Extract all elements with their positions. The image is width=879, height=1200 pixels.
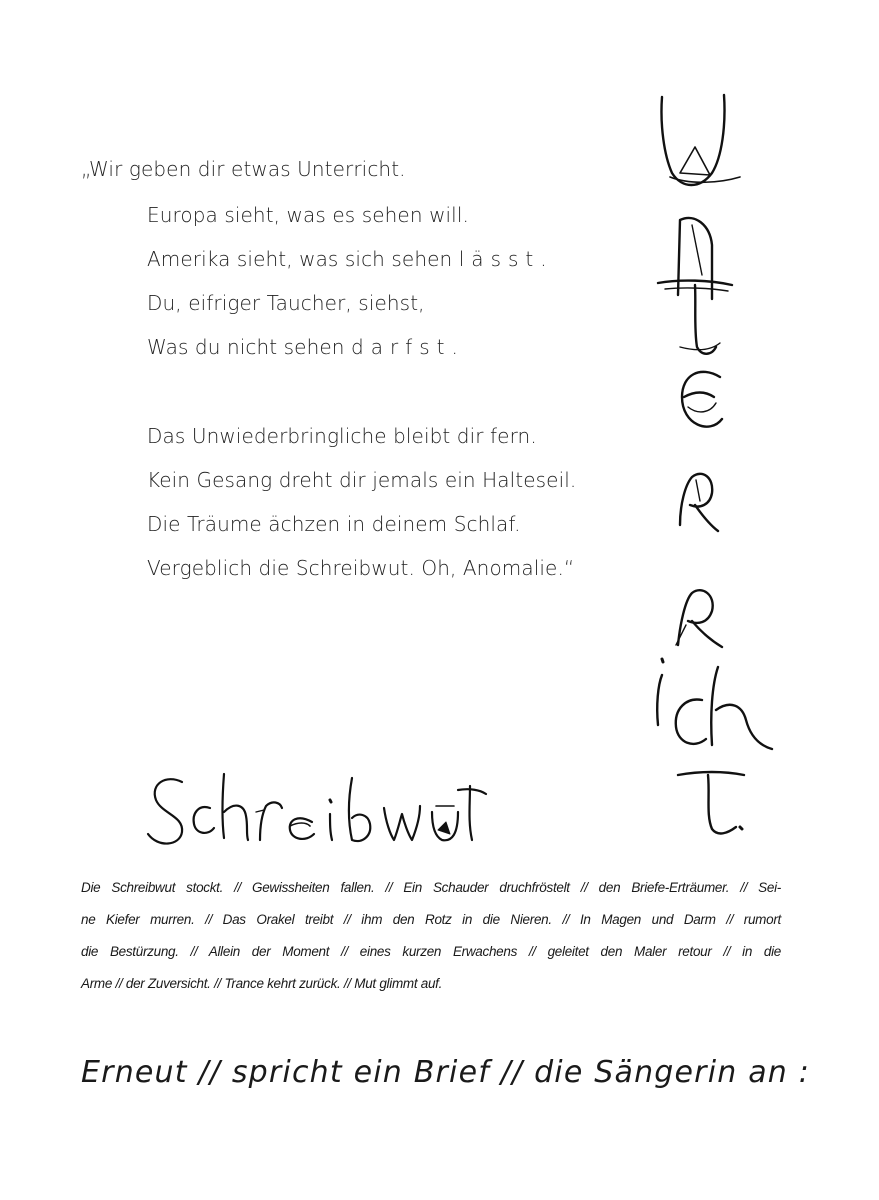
poem-line-7: Kein Gesang dreht dir jemals ein Halteseil. <box>147 468 577 492</box>
schreibwut-handwritten-artwork <box>140 760 490 855</box>
prose-line-3: die Bestürzung. // Allein der Moment // eines kurzen Erwachens // geleitet den Maler retour // in die <box>81 944 781 959</box>
poem-line-3 <box>147 247 554 271</box>
poem-line-1: „Wir geben dir etwas Unterricht. <box>81 157 406 181</box>
poem-line-3-spaced-word: lässt. <box>458 247 554 271</box>
poem-line-5 <box>147 335 465 359</box>
unterricht-handwritten-artwork <box>640 85 790 845</box>
prose-line-2: ne Kiefer murren. // Das Orakel treibt // ihm den Rotz in die Nieren. // In Magen und Darm // rumort <box>81 912 781 927</box>
poem-line-5-spaced-word: darfst. <box>351 335 465 359</box>
prose-line-4: Arme // der Zuversicht. // Trance kehrt zurück. // Mut glimmt auf. <box>81 976 443 991</box>
poem-line-8: Die Träume ächzen in deinem Schlaf. <box>147 512 521 536</box>
poem-line-9: Vergeblich die Schreibwut. Oh, Anomalie.“ <box>147 556 575 580</box>
poem-line-2: Europa sieht, was es sehen will. <box>147 203 469 227</box>
poem-line-3-text: Amerika sieht, was sich sehen <box>147 247 459 271</box>
closing-line: Erneut // spricht ein Brief // die Sängerin an : <box>81 1055 811 1090</box>
prose-line-1: Die Schreibwut stockt. // Gewissheiten fallen. // Ein Schauder druchfröstelt // den Briefe-Erträumer. // Sei- <box>81 880 781 895</box>
poem-line-6: Das Unwiederbringliche bleibt dir fern. <box>147 424 537 448</box>
poem-line-5-text: Was du nicht sehen <box>147 335 351 359</box>
prose-paragraph <box>81 872 781 1000</box>
poem-line-4: Du, eifriger Taucher, siehst, <box>147 291 425 315</box>
